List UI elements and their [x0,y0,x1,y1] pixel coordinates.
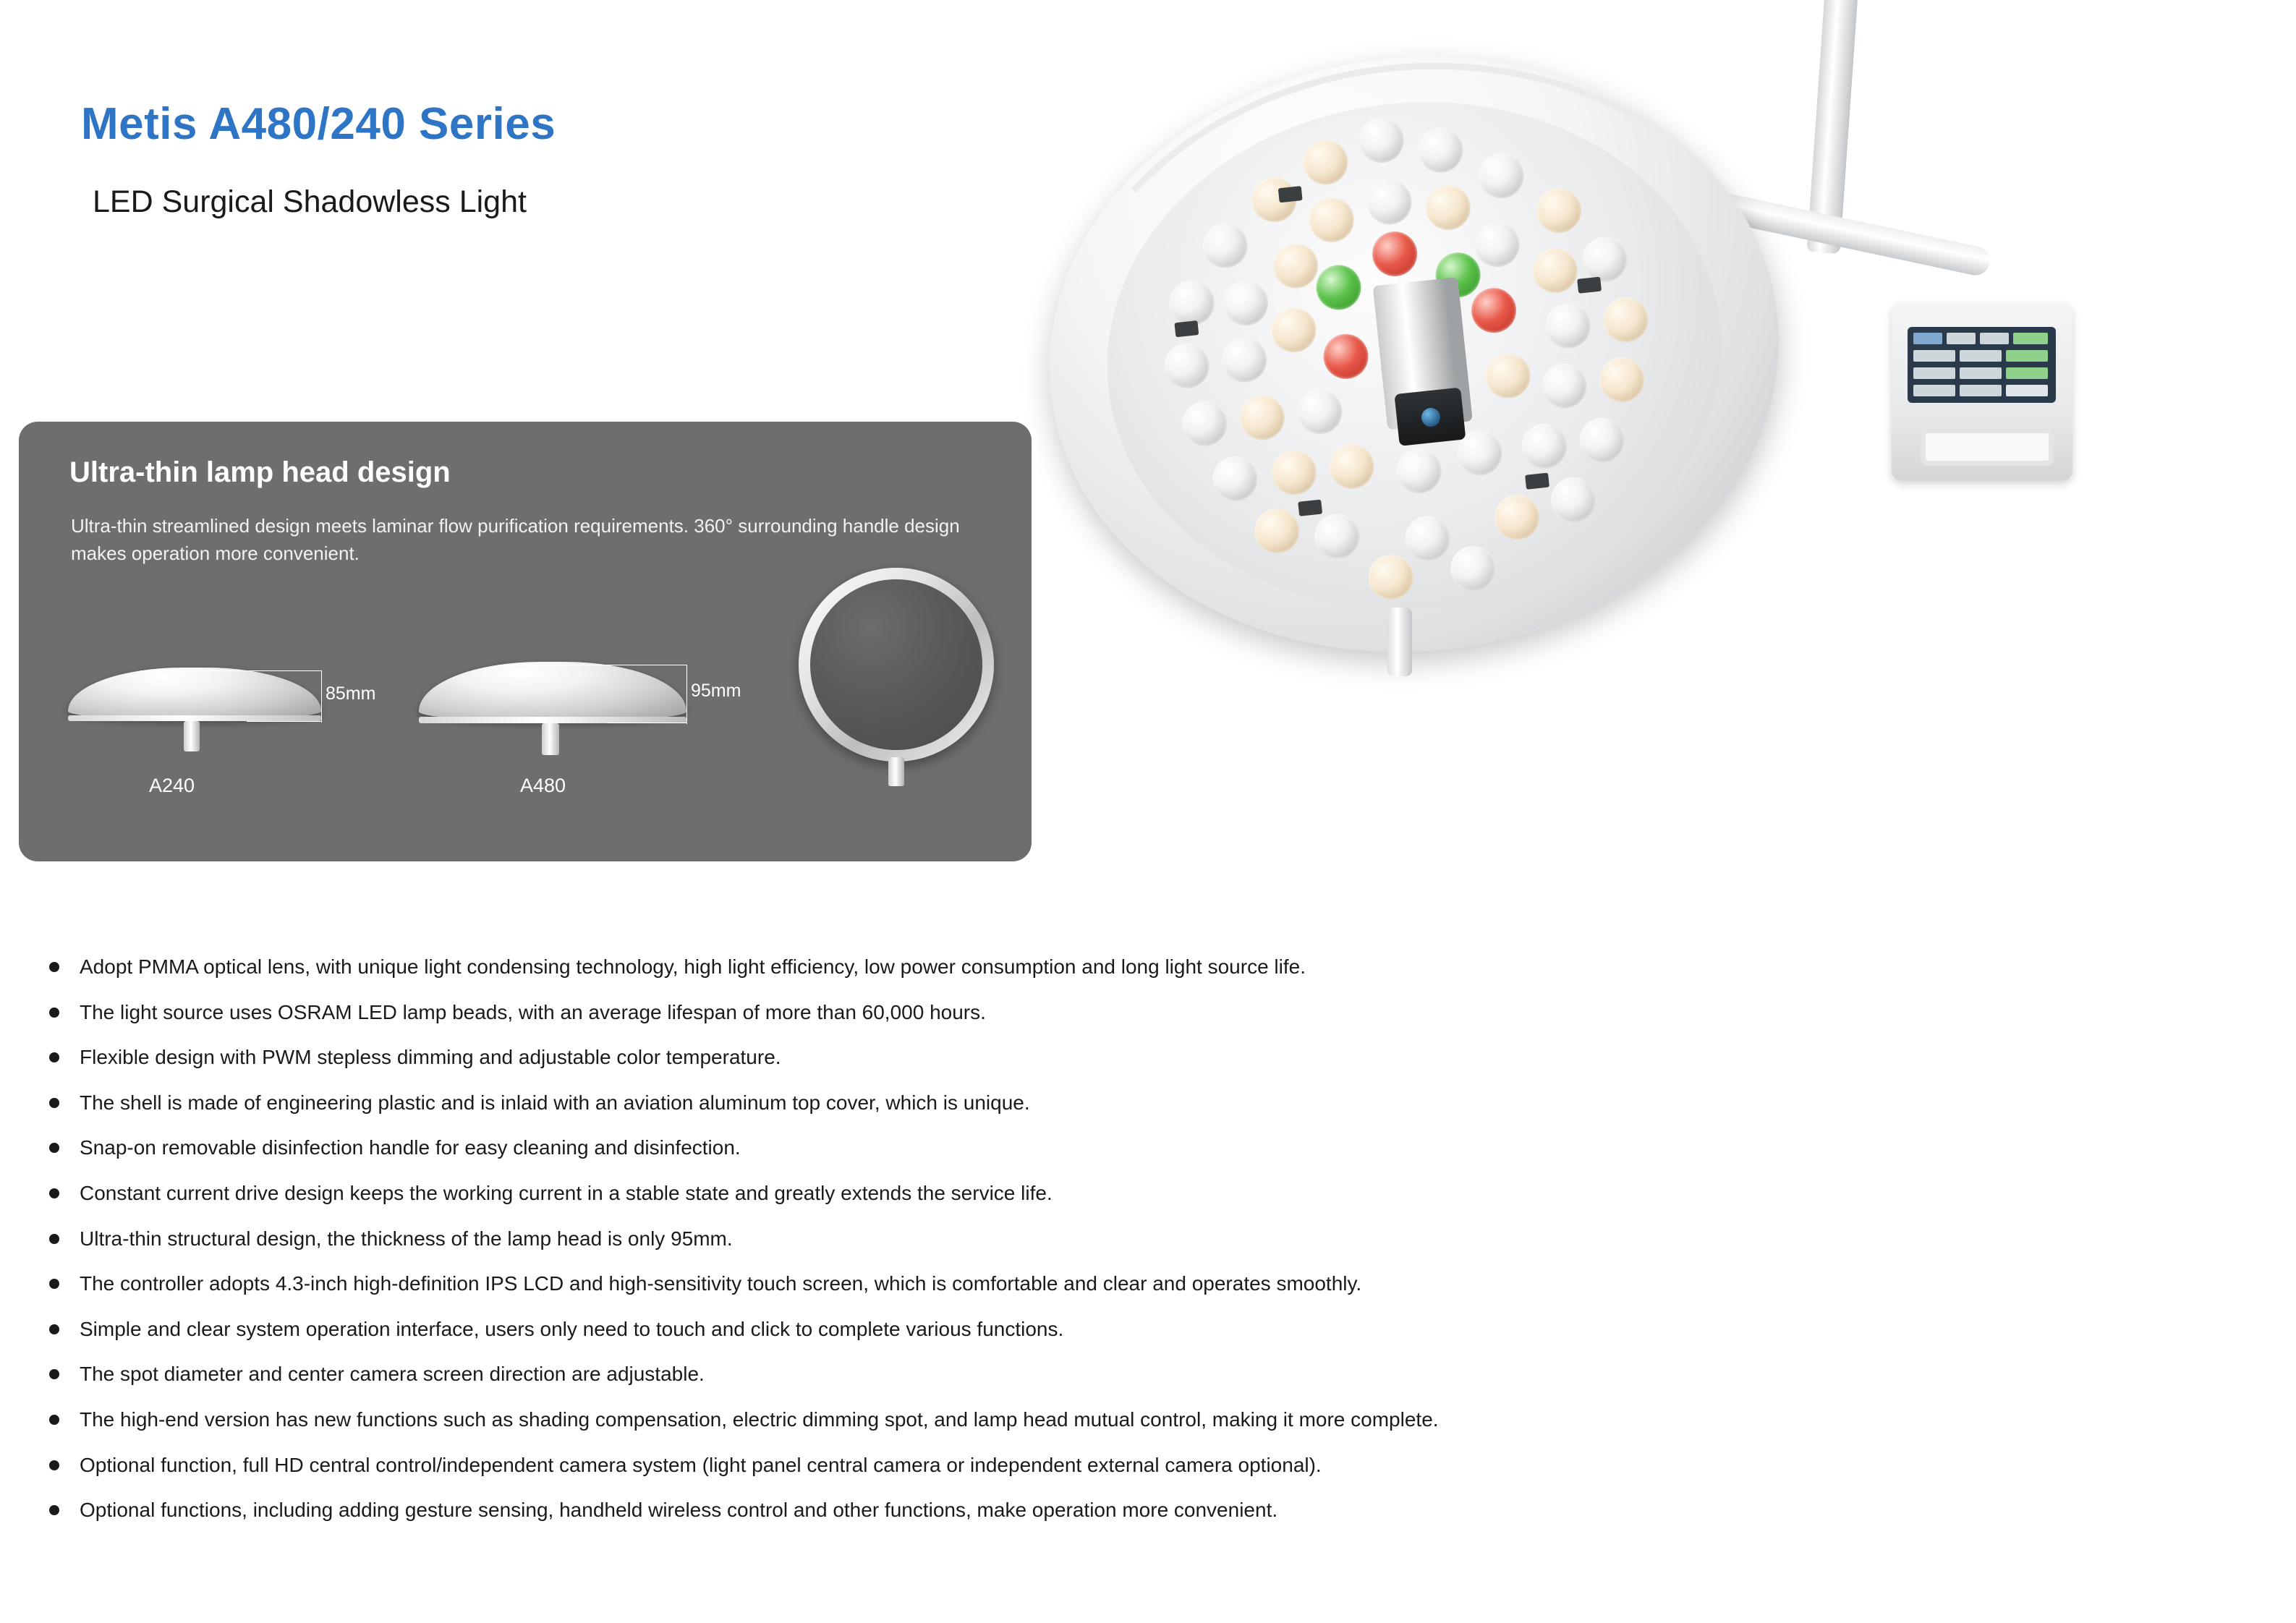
lamp-head [1049,58,1780,651]
lamp-label-a240: A240 [149,775,195,796]
controller-key [1947,333,1976,344]
lamp-profile-a480 [413,655,741,799]
list-item-text: Ultra-thin structural design, the thickness of the lamp head is only 95mm. [80,1227,733,1250]
lamp-mount-post [1387,608,1412,676]
touch-controller[interactable] [1892,304,2072,481]
page-subtitle: LED Surgical Shadowless Light [93,184,527,219]
feature-card [19,422,1032,861]
controller-key [1960,350,2002,362]
bullet-icon [49,962,59,972]
list-item-text: Optional function, full HD central control/independent camera system (light panel central camera or independent external camera optional). [80,1453,1322,1476]
list-item-text: The light source uses OSRAM LED lamp beads, with an average lifespan of more than 60,000 hours. [80,1000,986,1023]
bullet-icon [49,1052,59,1062]
dimension-line-bottom [247,721,321,722]
controller-key [2013,333,2048,344]
list-item [22,955,2264,979]
controller-handle[interactable] [1921,428,2054,466]
bullet-icon [49,1324,59,1334]
lamp-dome-shape [68,668,321,720]
list-item [22,1227,2264,1251]
list-item [22,1091,2264,1115]
list-item-text: The high-end version has new functions such as shading compensation, electric dimming spot, and lamp head mutual control, making it more complete. [80,1407,1439,1431]
page-title: Metis A480/240 Series [81,99,556,149]
list-item-text: Optional functions, including adding gesture sensing, handheld wireless control and other functions, make operation more convenient. [80,1499,1278,1522]
dimension-label-a240: 85mm [326,683,376,704]
bullet-icon [49,1369,59,1379]
list-item [22,1045,2264,1070]
controller-key [2006,350,2048,362]
list-item-text: The controller adopts 4.3-inch high-definition IPS LCD and high-sensitivity touch screen, which is comfortable and clear and operates smoothly. [80,1272,1362,1295]
list-item-text: Snap-on removable disinfection handle for easy cleaning and disinfection. [80,1136,741,1159]
list-item [22,1498,2264,1522]
lamp-dome-shape [419,662,686,721]
lamp-stem-shape [888,757,904,786]
bullet-icon [49,1234,59,1244]
list-item [22,1271,2264,1296]
dimension-tick [321,670,322,723]
bullet-icon [49,1008,59,1018]
dimension-tick [686,665,687,724]
surround-handle [1026,27,1813,692]
dimension-line-top [140,670,321,671]
list-item [22,1317,2264,1342]
lamp-profile-a240 [62,660,376,798]
controller-key [1980,333,2009,344]
list-item-text: Flexible design with PWM stepless dimming and adjustable color temperature. [80,1046,781,1069]
controller-key [1960,367,2002,379]
list-item [22,1136,2264,1160]
bullet-icon [49,1098,59,1108]
list-item-text: The spot diameter and center camera screen direction are adjustable. [80,1363,705,1386]
controller-key [1960,385,2002,396]
list-item [22,1000,2264,1025]
lamp-stem-shape [184,721,200,751]
list-item-text: Constant current drive design keeps the working current in a stable state and greatly extends the service life. [80,1181,1053,1204]
bullet-icon [49,1460,59,1470]
list-item [22,1181,2264,1206]
controller-screen[interactable] [1908,327,2056,403]
bullet-icon [49,1143,59,1153]
controller-key [1913,367,1955,379]
bullet-icon [49,1188,59,1198]
dimension-label-a480: 95mm [691,681,741,701]
feature-card-title: Ultra-thin lamp head design [69,456,451,488]
lamp-face-shape [810,579,982,750]
bullet-icon [49,1279,59,1289]
lamp-round-view [799,568,994,762]
controller-key [2006,367,2048,379]
list-item [22,1407,2264,1432]
controller-key [1913,333,1942,344]
list-item-text: Adopt PMMA optical lens, with unique light condensing technology, high light efficiency, low power consumption and long light source life. [80,955,1306,978]
bullet-icon [49,1505,59,1515]
lamp-base-shape [68,715,321,721]
features-list [22,955,2264,1543]
controller-key [1913,385,1955,396]
controller-key [2006,385,2048,396]
feature-card-description: Ultra-thin streamlined design meets laminar flow purification requirements. 360° surrounding handle design makes operation more convenient. [71,515,960,565]
bullet-icon [49,1415,59,1425]
list-item [22,1362,2264,1386]
list-item [22,1453,2264,1478]
controller-key [1913,350,1955,362]
lamp-stem-shape [542,723,559,755]
lamp-label-a480: A480 [520,775,566,796]
product-photo [1027,0,2296,890]
list-item-text: Simple and clear system operation interface, users only need to touch and click to complete various functions. [80,1317,1064,1340]
list-item-text: The shell is made of engineering plastic and is inlaid with an aviation aluminum top cover, which is unique. [80,1091,1030,1114]
